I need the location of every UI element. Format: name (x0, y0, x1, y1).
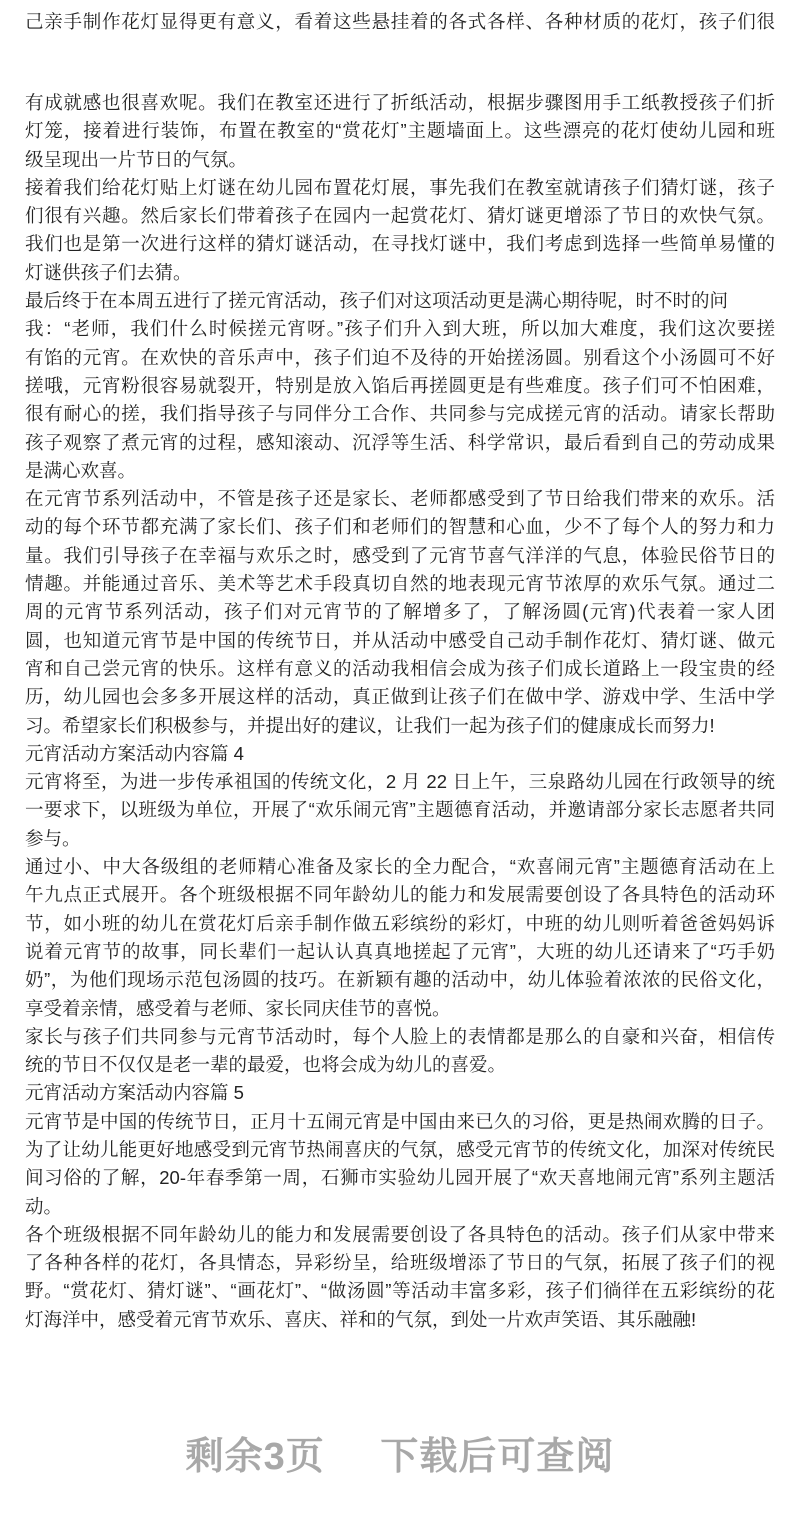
text-line: 节，如小班的幼儿在赏花灯后亲手制作做五彩缤纷的彩灯，中班的幼儿则听着爸爸妈妈诉 (25, 912, 775, 934)
text-line: 有成就感也很喜欢呢。我们在教室还进行了折纸活动，根据步骤图用手工纸教授孩子们折 (25, 92, 775, 113)
text-line: 级呈现出一片节日的气氛。 (25, 148, 248, 170)
text-line: 情趣。并能通过音乐、美术等艺术手段真切自然的地表现元宵节浓厚的欢乐气氛。通过二 (25, 573, 775, 595)
text-line: 家长与孩子们共同参与元宵节活动时，每个人脸上的表情都是那么的自豪和兴奋，相信传 (25, 1025, 775, 1047)
text-line: 通过小、中大各级组的老师精心准备及家长的全力配合，“欢喜闹元宵”主题德育活动在上 (25, 856, 775, 878)
text-line: 奶”，为他们现场示范包汤圆的技巧。在新颖有趣的活动中，幼儿体验着浓浓的民俗文化， (25, 969, 775, 991)
text-line: 孩子观察了煮元宵的过程，感知滚动、沉浮等生活、科学常识，最后看到自己的劳动成果 (25, 431, 775, 453)
text-line: 为了让幼儿能更好地感受到元宵节热闹喜庆的气氛，感受元宵节的传统文化，加深对传统民 (25, 1138, 775, 1160)
text-line: 野。“赏花灯、猜灯谜”、“画花灯”、“做汤圆”等活动丰富多彩，孩子们徜徉在五彩缤纷的花 (25, 1280, 775, 1302)
text-line: 元宵将至，为进一步传承祖国的传统文化，2 月 22 日上午，三泉路幼儿园在行政领导的统 (25, 771, 775, 793)
text-line: 灯笼，接着进行装饰，布置在教室的“赏花灯”主题墙面上。这些漂亮的花灯使幼儿园和班 (25, 120, 775, 142)
text-line: 我：“老师，我们什么时候搓元宵呀。”孩子们升入到大班，所以加大难度，我们这次要搓 (25, 318, 775, 340)
text-line: 动的每个环节都充满了家长们、孩子们和老师们的智慧和心血，少不了每个人的努力和力 (25, 516, 775, 538)
text-line: 周的元宵节系列活动，孩子们对元宵节的了解增多了，了解汤圆(元宵)代表着一家人团 (25, 601, 775, 623)
section-heading: 元宵活动方案活动内容篇 4 (25, 742, 244, 764)
text-line: 有馅的元宵。在欢快的音乐声中，孩子们迫不及待的开始搓汤圆。别看这个小汤圆可不好 (25, 346, 775, 368)
text-line: 午九点正式展开。各个班级根据不同年龄幼儿的能力和发展需要创设了各具特色的活动环 (25, 884, 775, 906)
download-to-view-label[interactable]: 下载后可查阅 (380, 1436, 615, 1478)
text-line: 量。我们引导孩子在幸福与欢乐之时，感受到了元宵节喜气洋洋的气息，体验民俗节日的 (25, 544, 775, 566)
text-line: 元宵节是中国的传统节日，正月十五闹元宵是中国由来已久的习俗，更是热闹欢腾的日子。 (25, 1110, 775, 1132)
text-line: 宵和自己尝元宵的快乐。这样有意义的活动我相信会成为孩子们成长道路上一段宝贵的经 (25, 657, 775, 679)
text-line: 参与。 (25, 827, 81, 849)
document-text-body (25, 89, 775, 1334)
text-line: 圆，也知道元宵节是中国的传统节日，并从活动中感受自己动手制作花灯、猜灯谜、做元 (25, 629, 775, 651)
text-line: 习。希望家长们积极参与，并提出好的建议，让我们一起为孩子们的健康成长而努力! (25, 714, 715, 736)
text-line: 灯谜供孩子们去猜。 (25, 261, 192, 283)
text-line: 说着元宵节的故事，同长辈们一起认认真真地搓起了元宵”，大班的幼儿还请来了“巧手奶 (25, 940, 775, 962)
text-line: 是满心欢喜。 (25, 459, 137, 481)
text-line: 很有耐心的搓，我们指导孩子与同伴分工合作、共同参与完成搓元宵的活动。请家长帮助 (25, 403, 775, 425)
text-line: 历，幼儿园也会多多开展这样的活动，真正做到让孩子们在做中学、游戏中学、生活中学 (25, 686, 775, 708)
text-line: 我们也是第一次进行这样的猜灯谜活动，在寻找灯谜中，我们考虑到选择一些简单易懂的 (25, 233, 775, 255)
text-line: 们很有兴趣。然后家长们带着孩子在园内一起赏花灯、猜灯谜更增添了节日的欢快气氛。 (25, 205, 775, 227)
text-line: 间习俗的了解，20-年春季第一周，石狮市实验幼儿园开展了“欢天喜地闹元宵”系列主题活 (25, 1167, 775, 1189)
download-prompt[interactable] (0, 1425, 800, 1480)
text-line: 各个班级根据不同年龄幼儿的能力和发展需要创设了各具特色的活动。孩子们从家中带来 (25, 1223, 775, 1245)
text-line: 灯海洋中，感受着元宵节欢乐、喜庆、祥和的气氛，到处一片欢声笑语、其乐融融! (25, 1308, 697, 1330)
text-line: 在元宵节系列活动中，不管是孩子还是家长、老师都感受到了节日给我们带来的欢乐。活 (25, 488, 775, 510)
text-line: 享受着亲情，感受着与老师、家长同庆佳节的喜悦。 (25, 997, 451, 1019)
text-line: 动。 (25, 1195, 63, 1217)
text-line: 统的节日不仅仅是老一辈的最爱，也将会成为幼儿的喜爱。 (25, 1054, 507, 1076)
text-line: 一要求下，以班级为单位，开展了“欢乐闹元宵”主题德育活动，并邀请部分家长志愿者共同 (25, 799, 775, 821)
text-line: 了各种各样的花灯，各具情态，异彩纷呈，给班级增添了节日的气氛，拓展了孩子们的视 (25, 1252, 775, 1274)
section-heading: 元宵活动方案活动内容篇 5 (25, 1082, 244, 1104)
text-line: 己亲手制作花灯显得更有意义，看着这些悬挂着的各式各样、各种材质的花灯，孩子们很 (25, 11, 775, 32)
remaining-pages-label: 剩余3页 (185, 1436, 325, 1478)
text-line: 搓哦，元宵粉很容易就裂开，特别是放入馅后再搓圆更是有些难度。孩子们可不怕困难， (25, 374, 775, 396)
text-line: 接着我们给花灯贴上灯谜在幼儿园布置花灯展，事先我们在教室就请孩子们猜灯谜，孩子 (25, 176, 775, 198)
document-text-top (25, 8, 775, 36)
text-line: 最后终于在本周五进行了搓元宵活动，孩子们对这项活动更是满心期待呢，时不时的问 (25, 290, 729, 312)
